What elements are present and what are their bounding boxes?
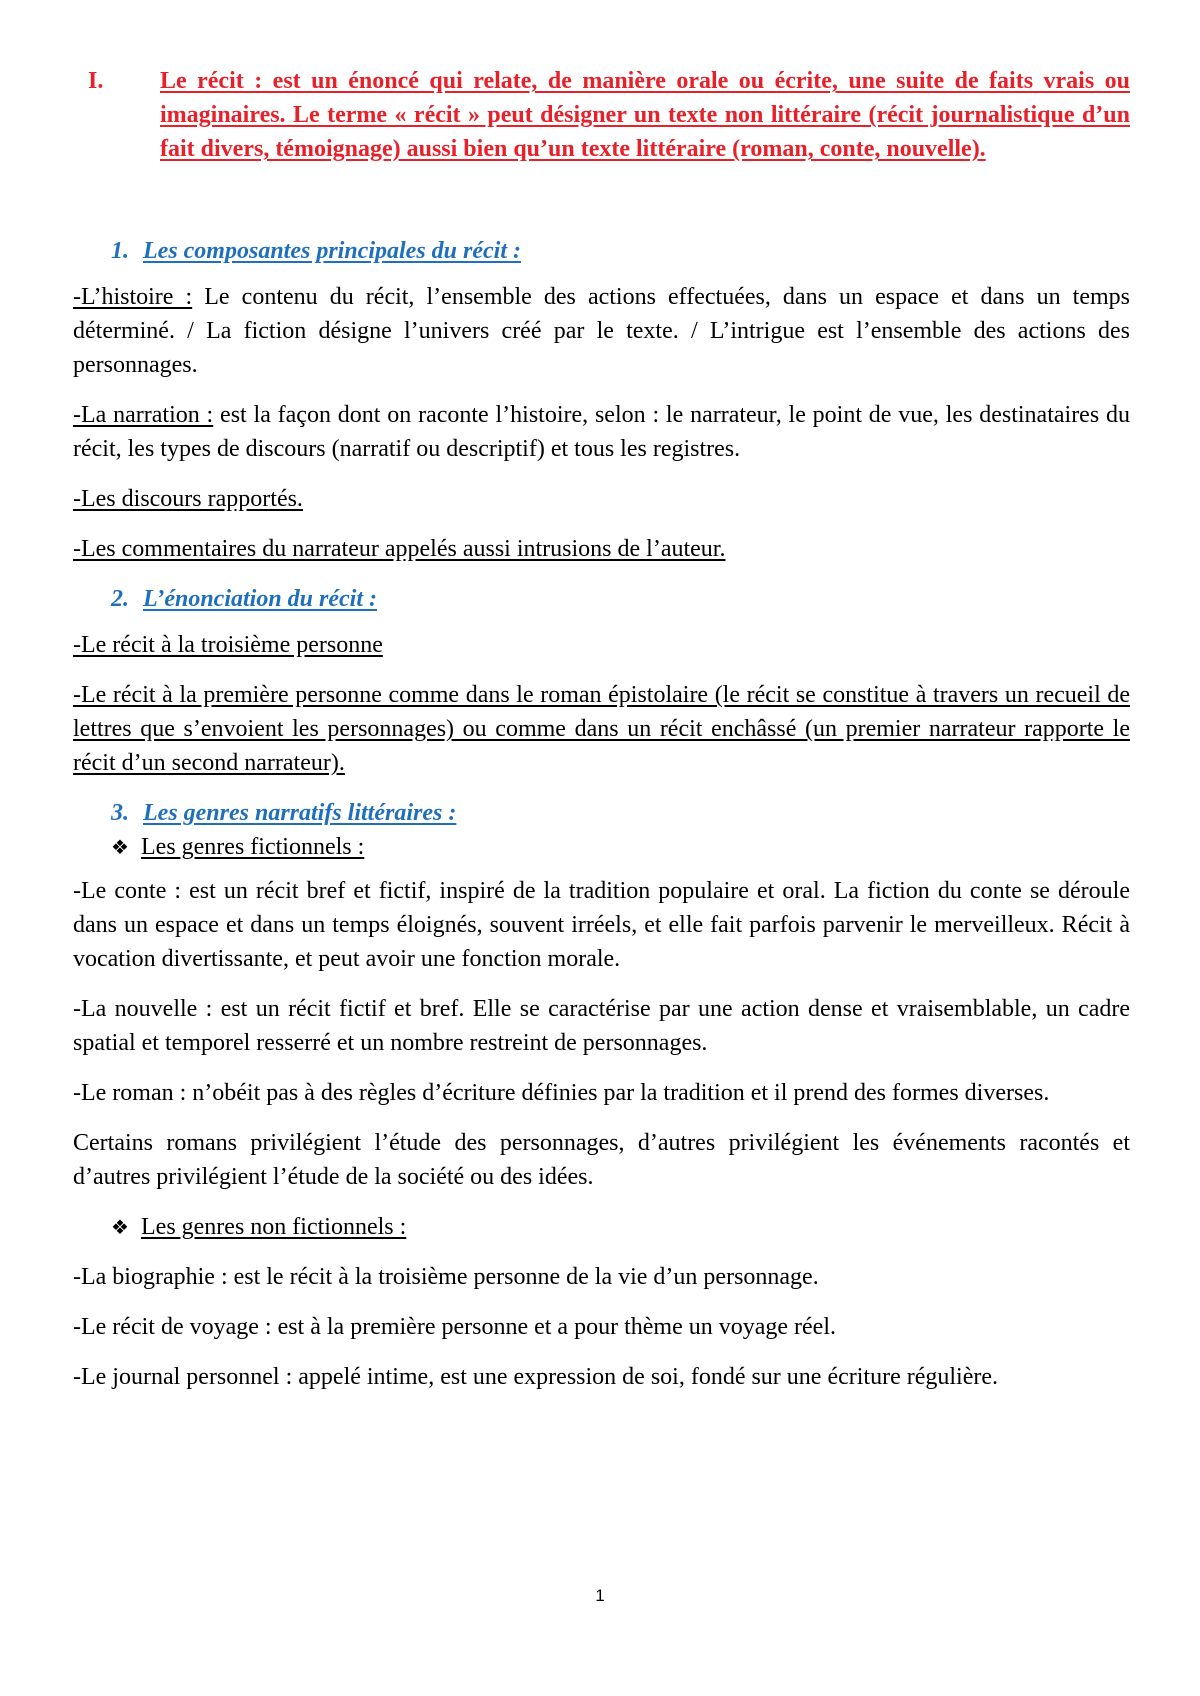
subheading-enonciation	[73, 582, 1130, 616]
subheading-number: 1.	[111, 238, 129, 264]
paragraph-roman: -Le roman : n’obéit pas à des règles d’écriture définies par la tradition et il prend des formes diverses.	[73, 1080, 1050, 1106]
term-label: -L’histoire :	[73, 284, 193, 310]
paragraph-histoire	[73, 280, 1130, 382]
paragraph-recit-voyage: -Le récit de voyage : est à la première personne et a pour thème un voyage réel.	[73, 1314, 836, 1340]
subheading-composantes	[73, 234, 1130, 268]
paragraph-nouvelle: -La nouvelle : est un récit fictif et bref. Elle se caractérise par une action dense et vraisemblable, un cadre spatial et temporel resserré et un nombre restreint de personnages.	[73, 996, 1130, 1056]
page-number: 1	[595, 1586, 605, 1605]
subheading-genres	[73, 796, 1130, 830]
bullet-fictionnels	[73, 830, 1130, 864]
term-definition: Le contenu du récit, l’ensemble des actions effectuées, dans un espace et dans un temps déterminé. / La fiction désigne l’univers créé par le texte. / L’intrigue est l’ensemble des actions des personnages.	[73, 284, 1130, 378]
paragraph-conte: -Le conte : est un récit bref et fictif, inspiré de la tradition populaire et oral. La fiction du conte se déroule dans un espace et dans un temps éloignés, souvent irréels, et elle fait parfois parvenir le merveilleux. Récit à vocation divertissante, et peut avoir une fonction morale.	[73, 878, 1130, 972]
diamond-bullet-icon: ❖	[111, 1215, 129, 1239]
paragraph-troisieme-personne	[73, 628, 1130, 662]
paragraph-certains-romans: Certains romans privilégient l’étude des personnages, d’autres privilégient les événements racontés et d’autres privilégient l’étude de la société ou des idées.	[73, 1130, 1130, 1190]
term-label: -Le récit à la troisième personne	[73, 632, 383, 658]
term-label: -Les discours rapportés.	[73, 486, 303, 512]
subheading-title: Les composantes principales du récit :	[143, 238, 521, 264]
paragraph-narration	[73, 398, 1130, 466]
paragraph-journal: -Le journal personnel : appelé intime, est une expression de soi, fondé sur une écriture régulière.	[73, 1364, 999, 1390]
term-label: -La narration :	[73, 402, 214, 428]
page-content	[73, 64, 1130, 1410]
subheading-title: Les genres narratifs littéraires :	[143, 800, 457, 826]
term-label: -Les commentaires du narrateur appelés aussi intrusions de l’auteur.	[73, 536, 726, 562]
section-definition: Le récit : est un énoncé qui relate, de manière orale ou écrite, une suite de faits vrais ou imaginaires. Le terme « récit » peut désigner un texte non littéraire (récit journalistique d’un fait divers, témoignage) aussi bien qu’un texte littéraire (roman, conte, nouvelle).	[160, 68, 1130, 162]
bullet-label: Les genres non fictionnels :	[141, 1214, 407, 1240]
bullet-non-fictionnels	[73, 1210, 1130, 1244]
section-number: I.	[88, 68, 104, 94]
subheading-number: 3.	[111, 800, 129, 826]
bullet-label: Les genres fictionnels :	[141, 834, 365, 860]
subheading-number: 2.	[111, 586, 129, 612]
subheading-title: L’énonciation du récit :	[143, 586, 377, 612]
paragraph-biographie: -La biographie : est le récit à la troisième personne de la vie d’un personnage.	[73, 1264, 819, 1290]
section-heading-1	[73, 64, 1130, 166]
term-definition: est la façon dont on raconte l’histoire, selon : le narrateur, le point de vue, les destinataires du récit, les types de discours (narratif ou descriptif) et tous les registres.	[73, 402, 1130, 462]
paragraph-discours	[73, 482, 1130, 516]
paragraph-commentaires	[73, 532, 1130, 566]
paragraph-premiere-personne: -Le récit à la première personne comme dans le roman épistolaire (le récit se constitue à travers un recueil de lettres que s’envoient les personnages) ou comme dans un récit enchâssé (un premier narrateur rapporte le récit d’un second narrateur).	[73, 682, 1130, 776]
diamond-bullet-icon: ❖	[111, 835, 129, 859]
